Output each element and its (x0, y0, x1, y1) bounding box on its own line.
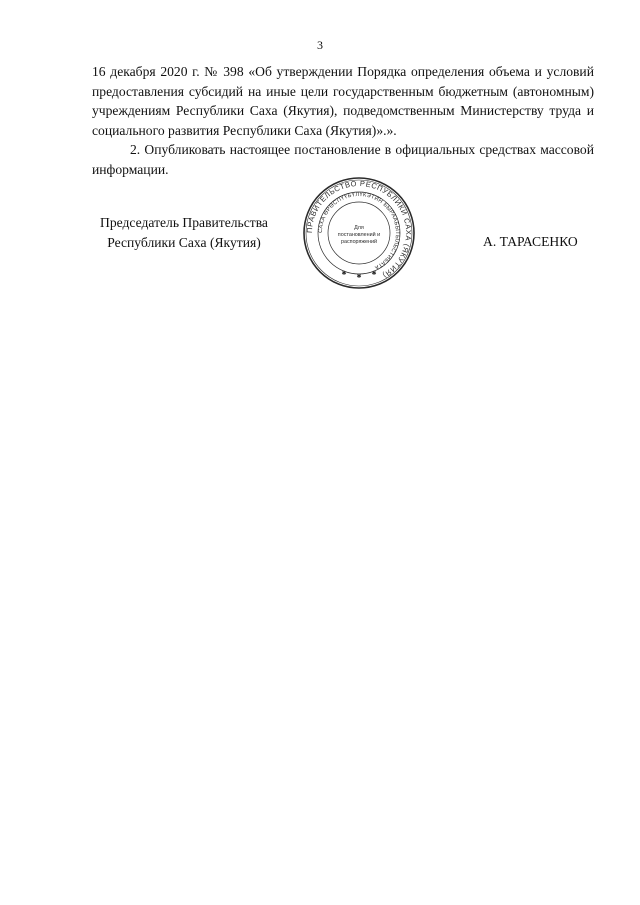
paragraph-publish-order: 2. Опубликовать настоящее постановление в официальных средствах массовой информации. (92, 142, 594, 177)
page-number: 3 (317, 38, 323, 52)
seal-star-right: ✱ (371, 270, 377, 277)
seal-outer-text: ПРАВИТЕЛЬСТВО РЕСПУБЛИКИ САХА (ЯКУТИЯ) (304, 178, 414, 281)
seal-inner-text: САХА ӨРӨСПҮҮБҮЛҮКЭТИН БЫРААБЫТЫЛЬСТИБАТА (317, 191, 401, 271)
seal-star-left: ✱ (341, 270, 347, 277)
seal-star-center: ✱ (356, 273, 362, 280)
seal-center-line3: распоряжений (340, 239, 378, 245)
official-seal (302, 176, 416, 290)
signatory-name: А. ТАРАСЕНКО (483, 234, 578, 249)
seal-center-line1: Для (354, 225, 364, 231)
seal-graphic (302, 176, 416, 290)
signatory-title-line2: Республики Саха (Якутия) (107, 234, 261, 250)
signatory-title (84, 213, 284, 252)
seal-center-line2: постановлений и (337, 232, 381, 238)
signatory-title-line1: Председатель Правительства (100, 215, 268, 230)
paragraph-continuation: 16 декабря 2020 г. № 398 «Об утверждении Порядка определения объема и условий предоставления субсидий на иные цели государственным бюджетным (автономным) учреждениям Республики Саха (Якутия), подведомственным Министерству труда и социального развития Республики Саха (Якутия)».». (92, 64, 594, 138)
